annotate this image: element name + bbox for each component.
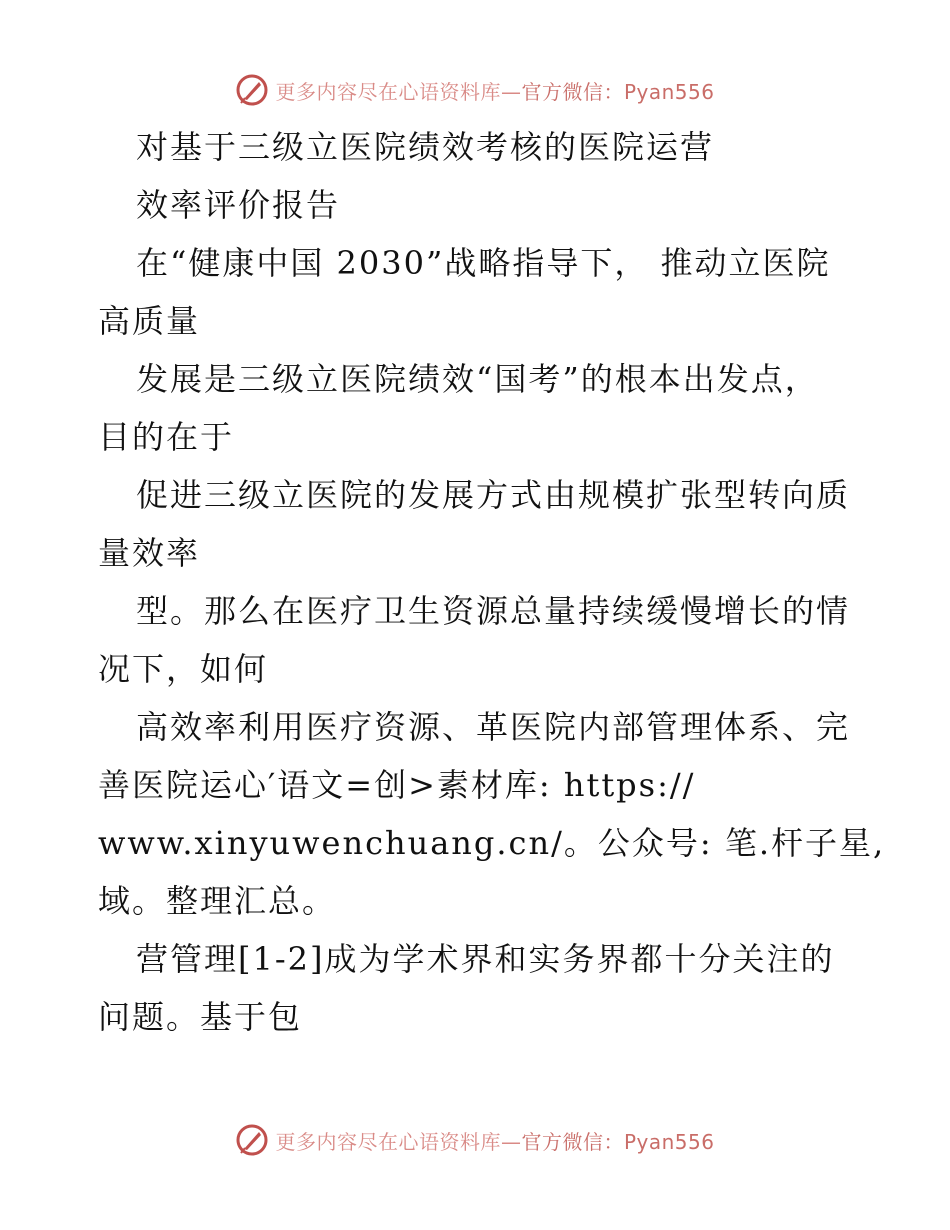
text-line: 善医院运心′语文=创>素材库: https:// [98,766,696,804]
text-line: www.xinyuwenchuang.cn/。公众号: 笔.杆子星, [98,824,886,862]
footer-banner-wechat: 官方微信：Pyan556 [521,1129,715,1154]
header-banner-text [275,76,714,105]
text-line: 在“健康中国 2030”战略指导下， 推动立医院 [136,244,831,282]
header-banner-main: 更多内容尽在心语资料库— [275,79,522,104]
feather-logo-icon [235,73,269,107]
document-body [98,118,886,1046]
text-line: 发展是三级立医院绩效“国考”的根本出发点， [136,360,819,398]
text-line: 况下，如何 [98,650,269,688]
text-line: 域。整理汇总。 [98,882,337,920]
text-line: 对基于三级立医院绩效考核的医院运营 [136,128,715,166]
text-line: 高质量 [98,302,201,340]
feather-logo-icon [235,1123,269,1157]
footer-banner [0,1120,950,1160]
text-line: 营管理[1-2]成为学术界和实务界都十分关注的 [136,940,835,978]
header-banner [0,70,950,110]
footer-banner-main: 更多内容尽在心语资料库— [275,1129,522,1154]
text-line: 量效率 [98,534,201,572]
text-line: 问题。基于包 [98,998,303,1036]
text-line: 效率评价报告 [136,186,341,224]
header-banner-wechat: 官方微信：Pyan556 [521,79,715,104]
text-line: 目的在于 [98,418,235,456]
text-line: 高效率利用医疗资源、革医院内部管理体系、完 [136,708,851,746]
text-line: 型。那么在医疗卫生资源总量持续缓慢增长的情 [136,592,851,630]
footer-banner-text [275,1126,714,1155]
text-line: 促进三级立医院的发展方式由规模扩张型转向质 [136,476,851,514]
